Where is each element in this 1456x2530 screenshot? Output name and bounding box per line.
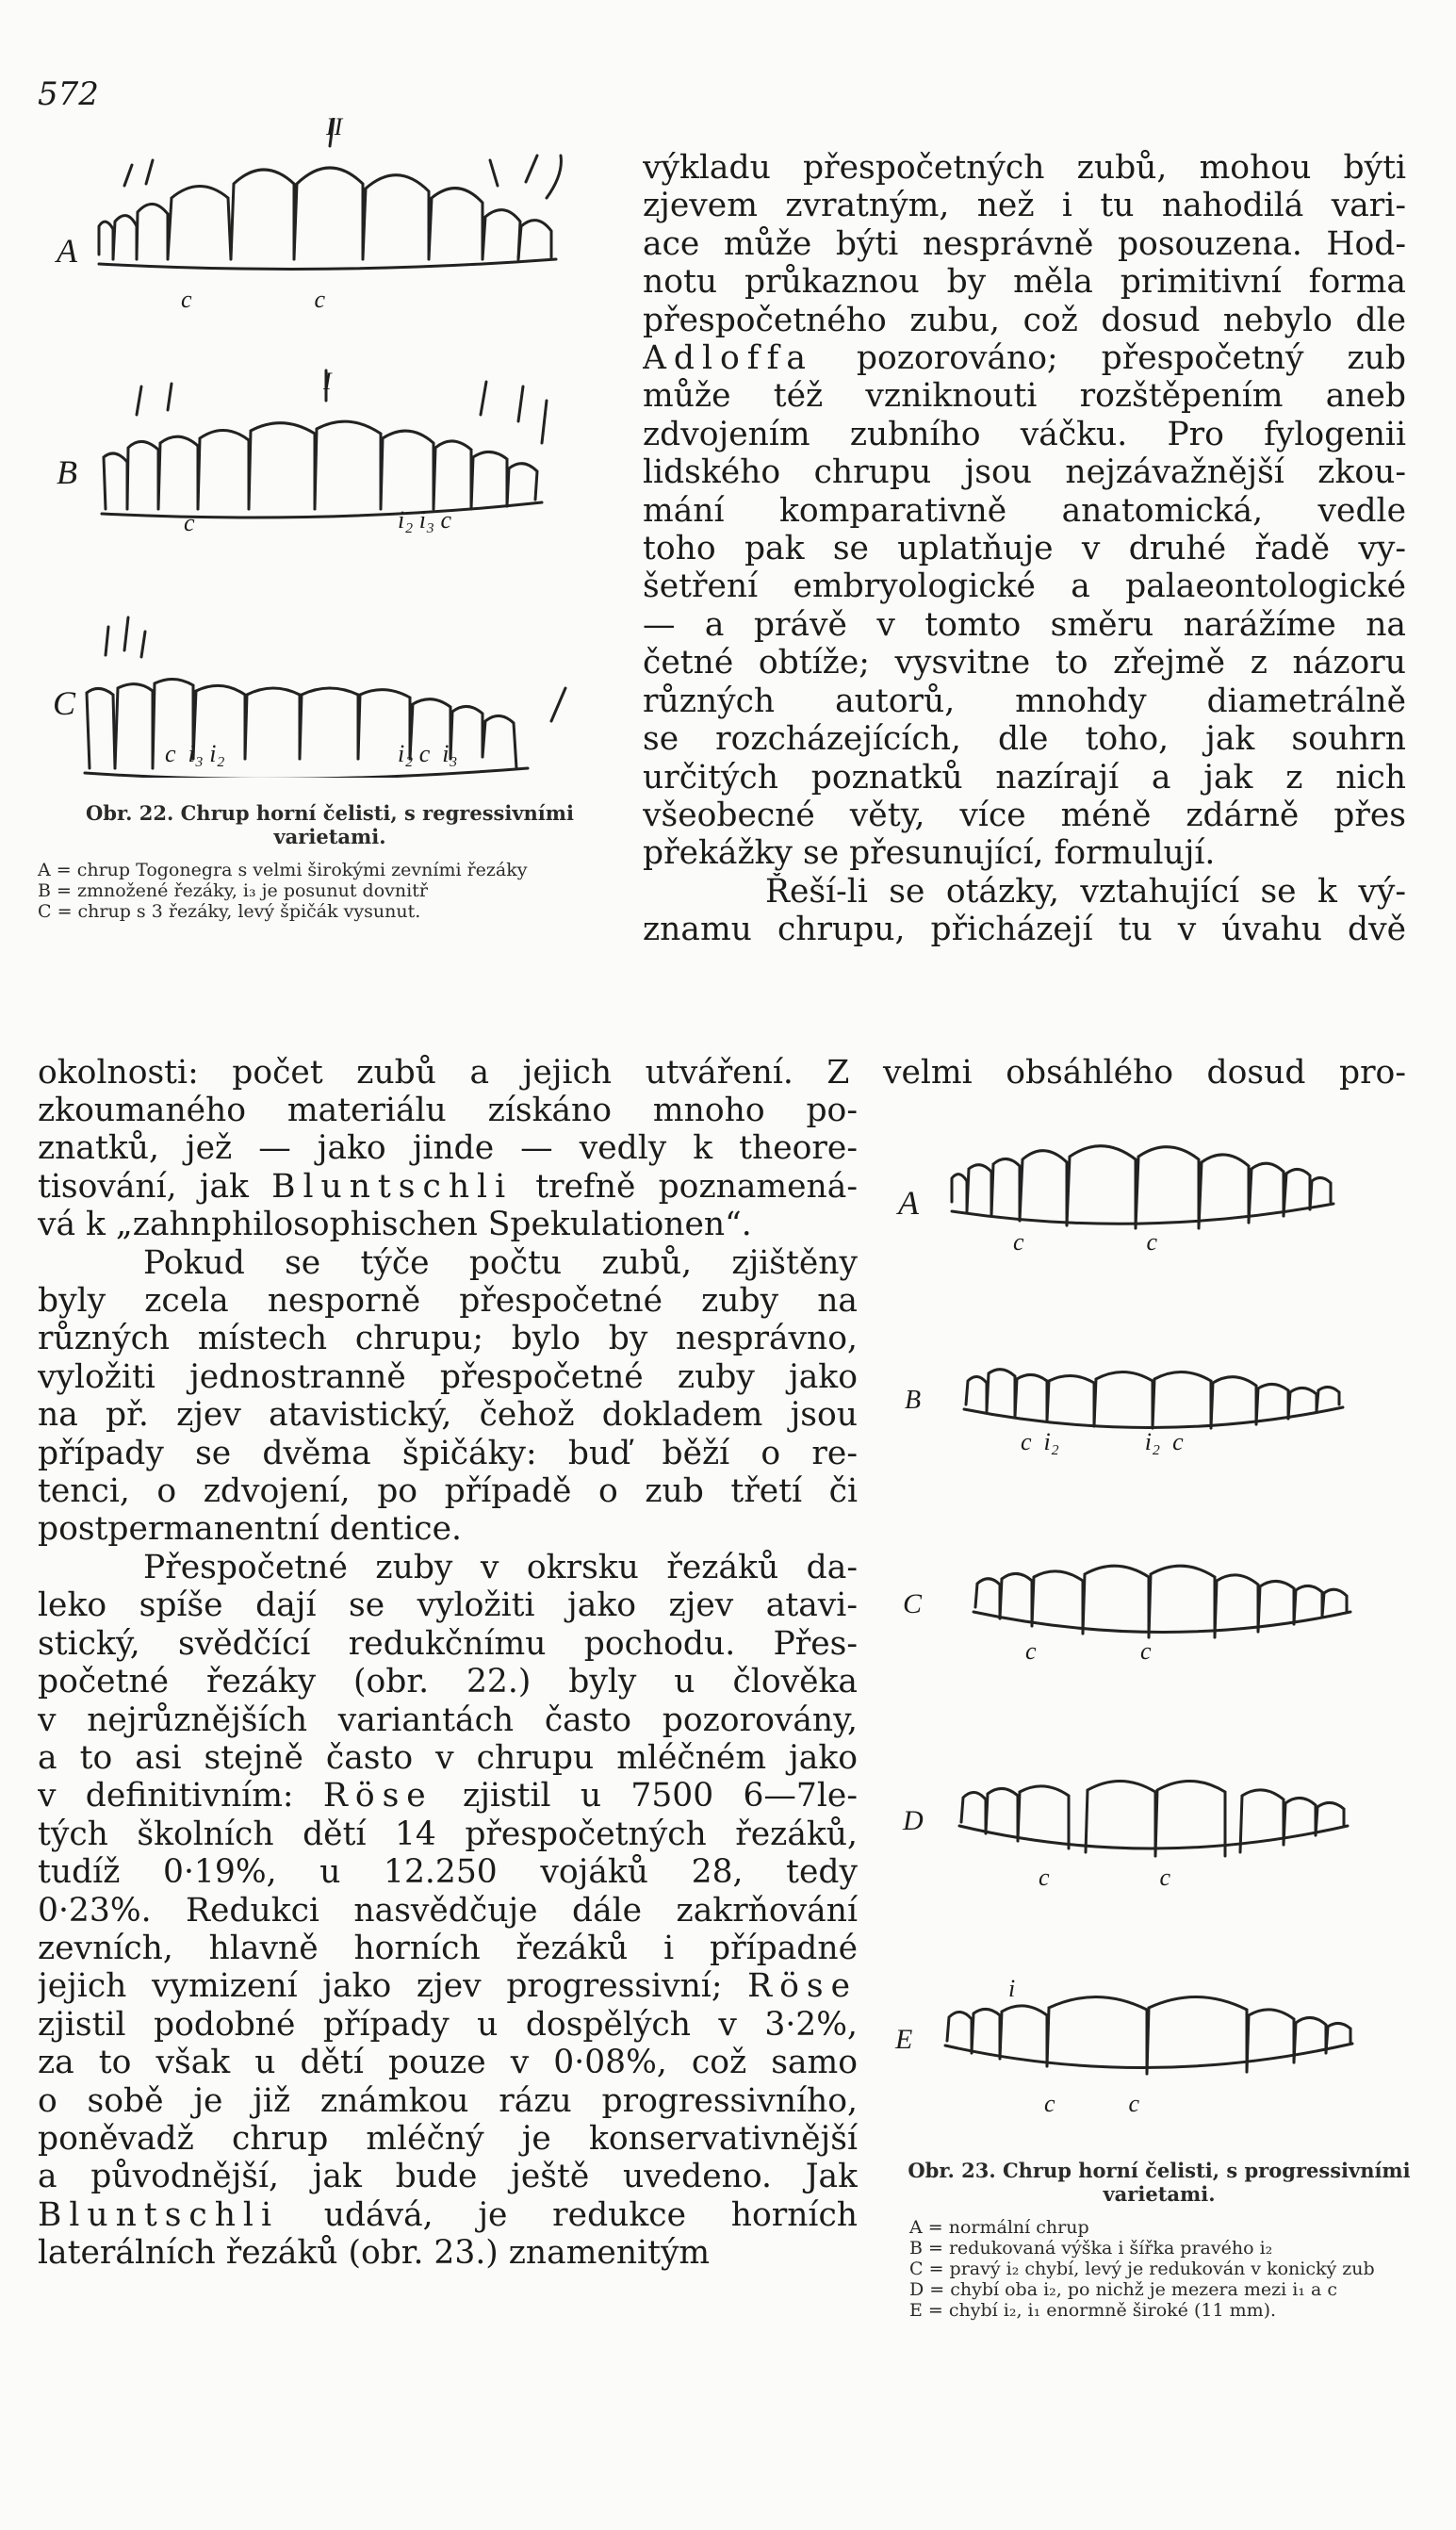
text-line: — a právě v tomto směru narážíme na — [643, 605, 1406, 644]
figure-23-drawing — [886, 1117, 1432, 2154]
text-line: zjistil podobné případy u dospělých v 3·2%, — [38, 2005, 858, 2044]
text-line: zdvojením zubního váčku. Pro fylogenii — [643, 415, 1406, 453]
text-line: tenci, o zdvojení, po případě o zub třetí či — [38, 1472, 858, 1511]
text-line: tudíž 0·19%, u 12.250 vojáků 28, tedy — [38, 1853, 858, 1892]
text-line: a to asi stejně často v chrupu mléčném jako — [38, 1738, 858, 1777]
figure-22-caption — [38, 801, 622, 922]
right-column-text — [643, 149, 1406, 949]
text-line: všeobecné věty, více méně zdárně přes — [643, 796, 1406, 834]
fig23-row-c-labels: c c — [1025, 1637, 1152, 1665]
text-line: leko spíše dají se vyložiti jako zjev atavi- — [38, 1586, 858, 1625]
figure-23-legend-e: E = chybí i₂, i₁ enormně široké (11 mm). — [909, 2300, 1277, 2321]
text-span: trefně poznamená- — [513, 1167, 858, 1206]
text-span: tisování, jak — [38, 1167, 272, 1206]
text-line: Řeší-li se otázky, vztahující se k vý- — [765, 872, 1406, 911]
text-line: laterálních řezáků (obr. 23.) znamenitým — [38, 2234, 711, 2273]
fig23-row-a-labels: c c — [1013, 1228, 1158, 1256]
page-number: 572 — [38, 75, 99, 113]
text-line: vyložiti jednostranně přespočetné zuby jako — [38, 1357, 858, 1396]
text-line: zevních, hlavně horních řezáků i případné — [38, 1929, 858, 1967]
fig23-row-c-teeth — [973, 1566, 1350, 1637]
figure-23-legend-c: C = pravý i₂ chybí, levý je redukován v konický zub — [909, 2259, 1375, 2279]
fig23-row-e-labels: c c — [1044, 2090, 1140, 2117]
figure-23-caption — [900, 2159, 1418, 2321]
text-line — [38, 1967, 858, 2005]
text-line: okolnosti: počet zubů a jejich utváření. Z velmi obsáhlého dosud pro- — [38, 1054, 1406, 1092]
text-line: za to však u dětí pouze v 0·08%, což samo — [38, 2044, 858, 2082]
text-line: poněvadž chrup mléčný je konservativnější — [38, 2119, 858, 2158]
text-line: četné obtíže; vysvitne to zřejmě z názoru — [643, 644, 1406, 682]
text-line: vá k „zahnphilosophischen Spekulationen“. — [38, 1206, 752, 1244]
fig23-row-c-letter: C — [903, 1588, 923, 1619]
fig22-row-a-letter: A — [57, 232, 77, 270]
figure-22-caption-title: Obr. 22. Chrup horní čelisti, s regressivními varietami. — [86, 801, 574, 848]
text-line: znatků, jež — jako jinde — vedly k theore- — [38, 1129, 858, 1168]
figure-22-drawing — [47, 118, 613, 778]
text-line: Přespočetné zuby v okrsku řezáků da- — [143, 1548, 858, 1586]
fig22-row-c-teeth — [85, 617, 565, 778]
text-line: zkoumaného materiálu získáno mnoho po- — [38, 1092, 858, 1129]
text-line: přespočetného zubu, což dosud nebylo dle — [643, 301, 1406, 339]
fig22-row-b-roman: I — [323, 368, 332, 395]
text-line: překážky se přesunující, formulují. — [643, 834, 1216, 873]
fig23-row-a-teeth — [952, 1146, 1333, 1228]
fig23-row-b-labels: c i₂ i₂ c — [1021, 1428, 1184, 1455]
fig23-row-b-letter: B — [905, 1386, 922, 1415]
text-line: stický, svědčící redukčnímu pochodu. Přes- — [38, 1624, 858, 1663]
figure-22-legend-b: B = zmnožené řezáky, i₃ je posunut dovnitř — [38, 880, 428, 901]
figure-23-legend-d: D = chybí oba i₂, po nichž je mezera mezi i₁ a c — [909, 2279, 1338, 2300]
text-line: určitých poznatků nazírají a jak z nich — [643, 758, 1406, 797]
figure-23-caption-title: Obr. 23. Chrup horní čelisti, s progressivními varietami. — [908, 2159, 1411, 2206]
fig22-row-a-roman: II — [326, 113, 343, 140]
fig22-row-c-labels-right: i₂ c i₃ — [398, 740, 458, 767]
fig23-row-a-letter: A — [898, 1184, 919, 1222]
fig23-row-b-teeth — [964, 1370, 1343, 1428]
text-line: byly zcela nesporně přespočetné zuby na — [38, 1282, 858, 1321]
text-line: ace může býti nesprávně posouzena. Hod- — [643, 224, 1406, 263]
fig23-row-d-letter: D — [903, 1805, 924, 1836]
text-line — [38, 2196, 858, 2234]
fig23-row-e-mark: i — [1008, 1975, 1016, 2002]
author-name: Röse — [747, 1967, 858, 2006]
fig22-row-a-labels: c c — [181, 286, 326, 313]
text-line: mání komparativně anatomická, vedle — [643, 491, 1406, 530]
figure-23-legend-b: B = redukovaná výška i šířka pravého i₂ — [909, 2238, 1273, 2259]
text-line: početné řezáky (obr. 22.) byly u člověka — [38, 1663, 858, 1701]
fig23-row-e-teeth — [945, 1996, 1352, 2074]
text-line: postpermanentní dentice. — [38, 1510, 462, 1549]
text-line: různých místech chrupu; bylo by nesprávno, — [38, 1320, 858, 1358]
figure-22 — [47, 113, 613, 778]
text-line: Pokud se týče počtu zubů, zjištěny — [143, 1243, 858, 1282]
text-line: a původnější, jak bude ještě uvedeno. Jak — [38, 2158, 858, 2196]
figure-22-legend-c: C = chrup s 3 řezáky, levý špičák vysunut. — [38, 901, 421, 922]
text-line — [38, 1777, 858, 1815]
figure-22-legend-a: A = chrup Togonegra s velmi širokými zevními řezáky — [38, 860, 528, 880]
figure-23-legend-a: A = normální chrup — [909, 2217, 1089, 2238]
text-line: lidského chrupu jsou nejzávažnější zkou- — [643, 453, 1406, 492]
text-span: zjistil u 7500 6—7le- — [433, 1777, 858, 1815]
text-line: znamu chrupu, přicházejí tu v úvahu dvě — [643, 911, 1406, 949]
fig22-row-c-letter: C — [53, 684, 76, 722]
text-span: v definitivním: — [38, 1777, 323, 1815]
text-line: se rozcházejících, dle toho, jak souhrn — [643, 720, 1406, 759]
fig23-row-d-labels: c c — [1039, 1864, 1171, 1891]
fig22-row-c-labels-left: c i₃ i₂ — [165, 740, 225, 767]
author-name: Adloffa — [643, 339, 813, 378]
text-line: na př. zjev atavistický, čehož dokladem jsou — [38, 1396, 858, 1435]
text-span: udává, je redukce horních — [279, 2195, 858, 2234]
fig22-row-b-labels-right: i₂ i₃ c — [398, 506, 452, 534]
text-line — [643, 339, 1406, 377]
author-name: Bluntschli — [271, 1167, 514, 1206]
text-line: může též vzniknouti rozštěpením aneb — [643, 377, 1406, 416]
text-line: případy se dvěma špičáky: buď běží o re- — [38, 1434, 858, 1472]
text-line: 0·23%. Redukci nasvědčuje dále zakrňování — [38, 1891, 858, 1930]
text-line: různých autorů, mnohdy diametrálně — [643, 682, 1406, 720]
fig22-row-b-labels-left: c — [184, 509, 195, 536]
text-line — [38, 1168, 858, 1206]
text-line: notu průkaznou by měla primitivní forma — [643, 263, 1406, 302]
fig22-row-b-letter: B — [57, 453, 77, 491]
full-width-text — [38, 1054, 1406, 1092]
text-line: výkladu přespočetných zubů, mohou býti — [643, 149, 1406, 187]
fig23-row-d-teeth — [959, 1781, 1348, 1856]
text-line: šetření embryologické a palaeontologické — [643, 567, 1406, 606]
text-line: v nejrůznějších variantách často pozorovány, — [38, 1700, 858, 1739]
figure-23 — [886, 1117, 1432, 2154]
text-line: o sobě je již známkou rázu progressivního, — [38, 2081, 858, 2120]
left-column-text — [38, 1092, 858, 2273]
text-span: jejich vymizení jako zjev progressivní; — [38, 1967, 748, 2006]
text-line: zjevem zvratným, než i tu nahodilá vari- — [643, 187, 1406, 225]
fig23-row-e-letter: E — [895, 2024, 913, 2055]
text-line: tých školních dětí 14 přespočetných řezáků, — [38, 1815, 858, 1853]
author-name: Bluntschli — [38, 2195, 280, 2234]
text-line: toho pak se uplatňuje v druhé řadě vy- — [643, 530, 1406, 568]
author-name: Röse — [322, 1777, 434, 1815]
text-span: pozorováno; přespočetný zub — [812, 339, 1406, 378]
